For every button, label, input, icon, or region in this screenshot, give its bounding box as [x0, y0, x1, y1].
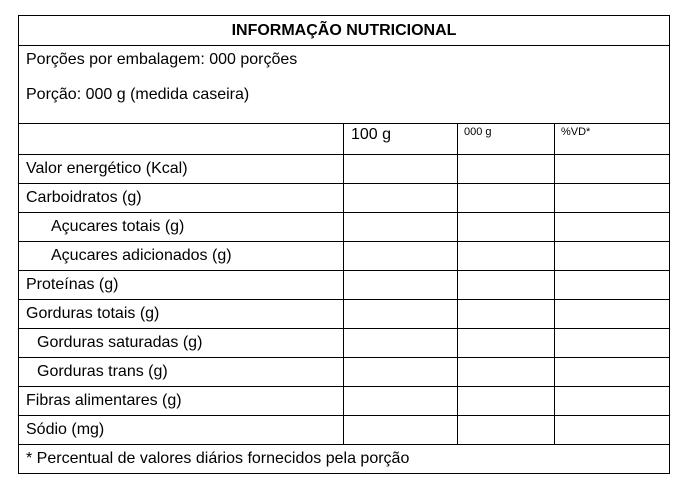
- portion-row: [19, 46, 670, 124]
- value-serving: [458, 416, 555, 445]
- title-row: [19, 16, 670, 46]
- nutrient-name: Sódio (mg): [19, 416, 344, 445]
- nutrient-row: [19, 155, 670, 184]
- footnote: * Percentual de valores diários fornecidos pela porção: [19, 445, 670, 474]
- value-serving: [458, 387, 555, 416]
- value-100g: [344, 155, 458, 184]
- value-serving: [458, 213, 555, 242]
- nutrient-row: [19, 271, 670, 300]
- nutrient-name: Gorduras totais (g): [19, 300, 344, 329]
- value-100g: [344, 329, 458, 358]
- value-daily: [555, 184, 670, 213]
- value-daily: [555, 329, 670, 358]
- nutrient-row: [19, 358, 670, 387]
- nutrient-row: [19, 184, 670, 213]
- column-header-100g: 100 g: [344, 124, 458, 155]
- portion-info: [19, 46, 670, 124]
- nutrient-name: Açucares adicionados (g): [19, 242, 344, 271]
- value-100g: [344, 213, 458, 242]
- value-100g: [344, 416, 458, 445]
- label-title: INFORMAÇÃO NUTRICIONAL: [19, 16, 670, 46]
- nutrient-name: Valor energético (Kcal): [19, 155, 344, 184]
- value-daily: [555, 300, 670, 329]
- nutrient-name: Gorduras saturadas (g): [19, 329, 344, 358]
- value-daily: [555, 387, 670, 416]
- value-serving: [458, 329, 555, 358]
- nutrient-row: [19, 300, 670, 329]
- value-daily: [555, 416, 670, 445]
- value-serving: [458, 358, 555, 387]
- value-serving: [458, 184, 555, 213]
- nutrient-row: [19, 416, 670, 445]
- nutrient-name: Gorduras trans (g): [19, 358, 344, 387]
- column-header-row: [19, 124, 670, 155]
- column-header-serving: 000 g: [458, 124, 555, 155]
- nutrient-row: [19, 242, 670, 271]
- nutrient-row: [19, 329, 670, 358]
- column-header-daily-value: %VD*: [555, 124, 670, 155]
- nutrient-row: [19, 213, 670, 242]
- value-100g: [344, 242, 458, 271]
- value-daily: [555, 358, 670, 387]
- nutrient-name: Açucares totais (g): [19, 213, 344, 242]
- value-100g: [344, 387, 458, 416]
- value-serving: [458, 155, 555, 184]
- value-100g: [344, 358, 458, 387]
- nutrition-table: [18, 15, 670, 474]
- value-serving: [458, 242, 555, 271]
- nutrient-name: Fibras alimentares (g): [19, 387, 344, 416]
- value-serving: [458, 300, 555, 329]
- value-100g: [344, 300, 458, 329]
- value-daily: [555, 271, 670, 300]
- serving-size: Porção: 000 g (medida caseira): [26, 86, 250, 103]
- nutrient-name: Carboidratos (g): [19, 184, 344, 213]
- value-daily: [555, 155, 670, 184]
- value-serving: [458, 271, 555, 300]
- column-header-blank: [19, 124, 344, 155]
- value-daily: [555, 213, 670, 242]
- servings-per-package: Porções por embalagem: 000 porções: [26, 51, 298, 68]
- value-daily: [555, 242, 670, 271]
- nutrient-row: [19, 387, 670, 416]
- value-100g: [344, 184, 458, 213]
- nutrient-name: Proteínas (g): [19, 271, 344, 300]
- value-100g: [344, 271, 458, 300]
- footnote-row: [19, 445, 670, 474]
